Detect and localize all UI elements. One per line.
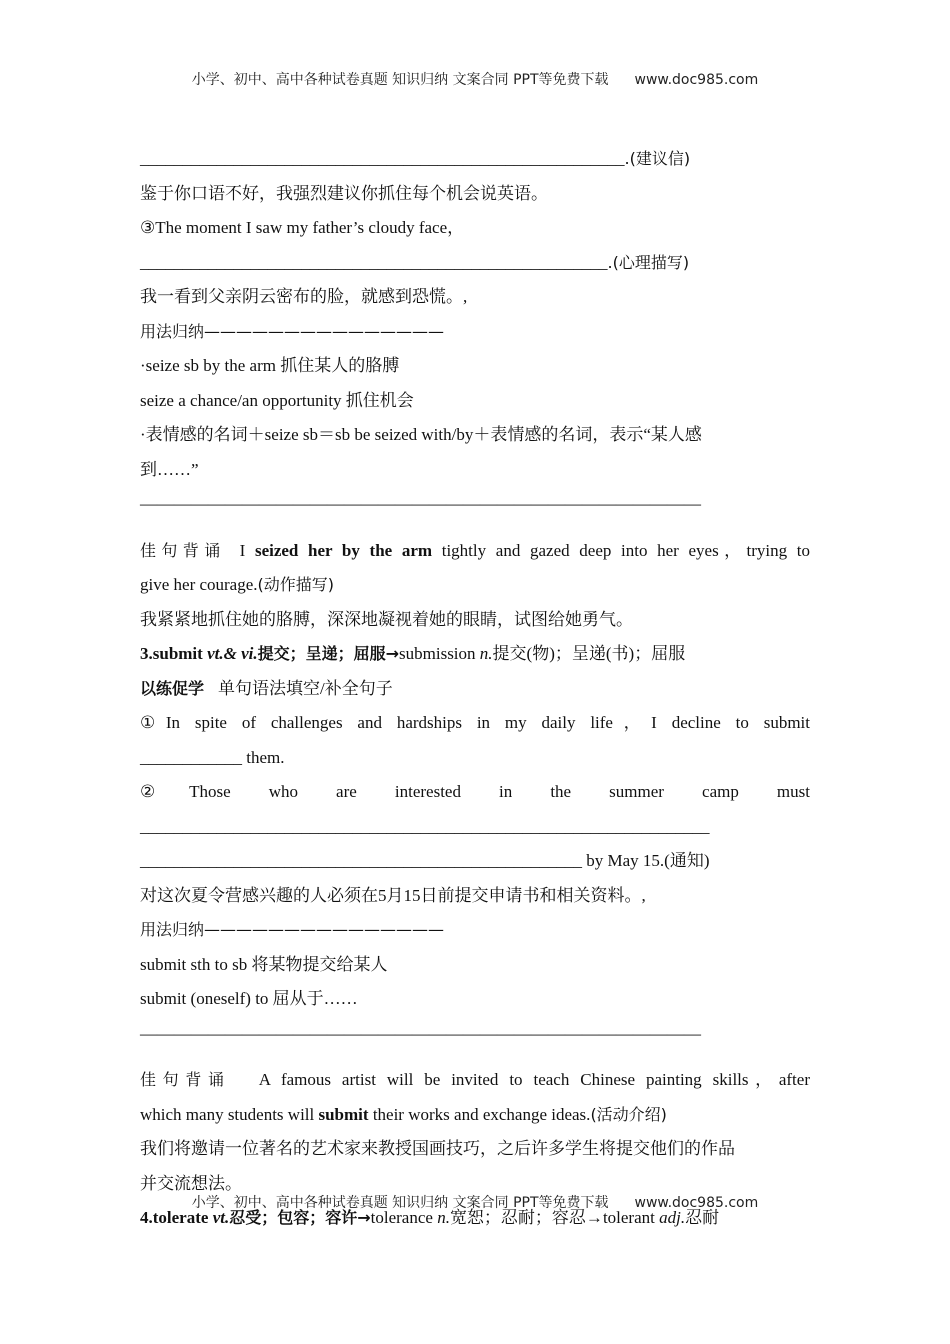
practice-heading: 以练促学 单句语法填空/补全句子	[140, 678, 393, 698]
highlight-phrase: submit	[318, 1104, 369, 1124]
answer-line-2	[140, 246, 810, 281]
header-url: www.doc985.com	[634, 72, 759, 88]
answer-line: ___________________________________________________________________	[140, 816, 710, 836]
document-body	[140, 142, 810, 1236]
good-sentence-cont: which many students will submit their works and exchange ideas.(活动介绍)	[140, 1104, 667, 1124]
page-header	[0, 69, 950, 89]
translation-line: 鉴于你口语不好，我强烈建议你抓住每个机会说英语。	[140, 183, 548, 203]
page-footer	[0, 1192, 950, 1212]
context-tag: (通知)	[664, 851, 710, 870]
usage-summary-heading: 用法归纳———————————————	[140, 321, 445, 341]
section-divider: —————————————————————————————————	[140, 494, 701, 513]
good-sentence-cont: give her courage.(动作描写)	[140, 575, 335, 594]
header-text: 小学、初中、高中各种试卷真题 知识归纳 文案合同 PPT等免费下载	[191, 72, 609, 88]
blank: ____________________________________________________	[140, 851, 582, 870]
translation-line: 我紧紧地抓住她的胳膊，深深地凝视着她的眼睛，试图给她勇气。	[140, 609, 633, 629]
blank: ____________	[140, 747, 242, 767]
good-sentence: 佳句背诵 A famous artist will be invited to teach Chinese painting skills，after	[140, 1070, 810, 1089]
good-sentence-label: 佳句背诵	[140, 1070, 231, 1089]
answer-line-1	[140, 142, 810, 177]
exercise-sentence: ②Those who are interested in the summer camp must	[140, 782, 810, 801]
good-sentence-label: 佳句背诵	[140, 540, 226, 560]
context-tag: .(建议信)	[624, 149, 691, 168]
section-divider: —————————————————————————————————	[140, 1023, 701, 1043]
usage-item-cont: 到……”	[140, 459, 199, 479]
translation-line: 对这次夏令营感兴趣的人必须在5月15日前提交申请书和相关资料。,	[140, 885, 646, 905]
context-tag: (活动介绍)	[590, 1104, 667, 1124]
usage-item: submit sth to sb 将某物提交给某人	[140, 954, 388, 974]
vocab-entry-submit: 3.submit vt.& vi.提交；呈递；屈服→submission n.提交(物)；呈递(书)；屈服	[140, 644, 686, 663]
exercise-sentence: ①In spite of challenges and hardships in my daily life，I decline to submit	[140, 713, 810, 732]
context-tag: (动作描写)	[257, 575, 335, 594]
usage-item: ·表情感的名词＋seize sb＝sb be seized with/by＋表情感的名词，表示“某人感	[140, 425, 702, 444]
good-sentence: 佳句背诵 I seized her by the arm tightly and gazed deep into her eyes，trying to	[140, 540, 810, 560]
vocab-entry-tolerate: 4.tolerate vt.忍受；包容；容许→tolerance n.宽恕；忍耐；容忍→tolerant adj.忍耐	[140, 1208, 720, 1227]
footer-url: www.doc985.com	[634, 1195, 759, 1211]
usage-summary-heading: 用法归纳———————————————	[140, 920, 445, 939]
translation-line: 我一看到父亲阴云密布的脸，就感到恐慌。,	[140, 287, 468, 306]
usage-item: submit (oneself) to 屈从于……	[140, 989, 358, 1008]
blank: _________________________________________________________	[140, 149, 625, 168]
highlight-phrase: seized her by the arm	[254, 540, 433, 560]
exercise-sentence: ③The moment I saw my father’s cloudy face，	[140, 218, 465, 237]
footer-text: 小学、初中、高中各种试卷真题 知识归纳 文案合同 PPT等免费下载	[191, 1195, 609, 1211]
usage-item: ·seize sb by the arm 抓住某人的胳膊	[140, 356, 400, 375]
translation-line: 我们将邀请一位著名的艺术家来教授国画技巧，之后许多学生将提交他们的作品	[140, 1139, 735, 1158]
blank: _______________________________________________________	[140, 252, 608, 272]
translation-line-cont: 并交流想法。	[140, 1173, 242, 1193]
context-tag: .(心理描写)	[607, 252, 690, 272]
answer-line: ____________________________________________________ by May 15.(通知)	[140, 851, 710, 870]
answer-line: ____________ them.	[140, 747, 285, 767]
usage-item: seize a chance/an opportunity 抓住机会	[140, 390, 414, 410]
practice-label: 以练促学	[140, 678, 205, 698]
